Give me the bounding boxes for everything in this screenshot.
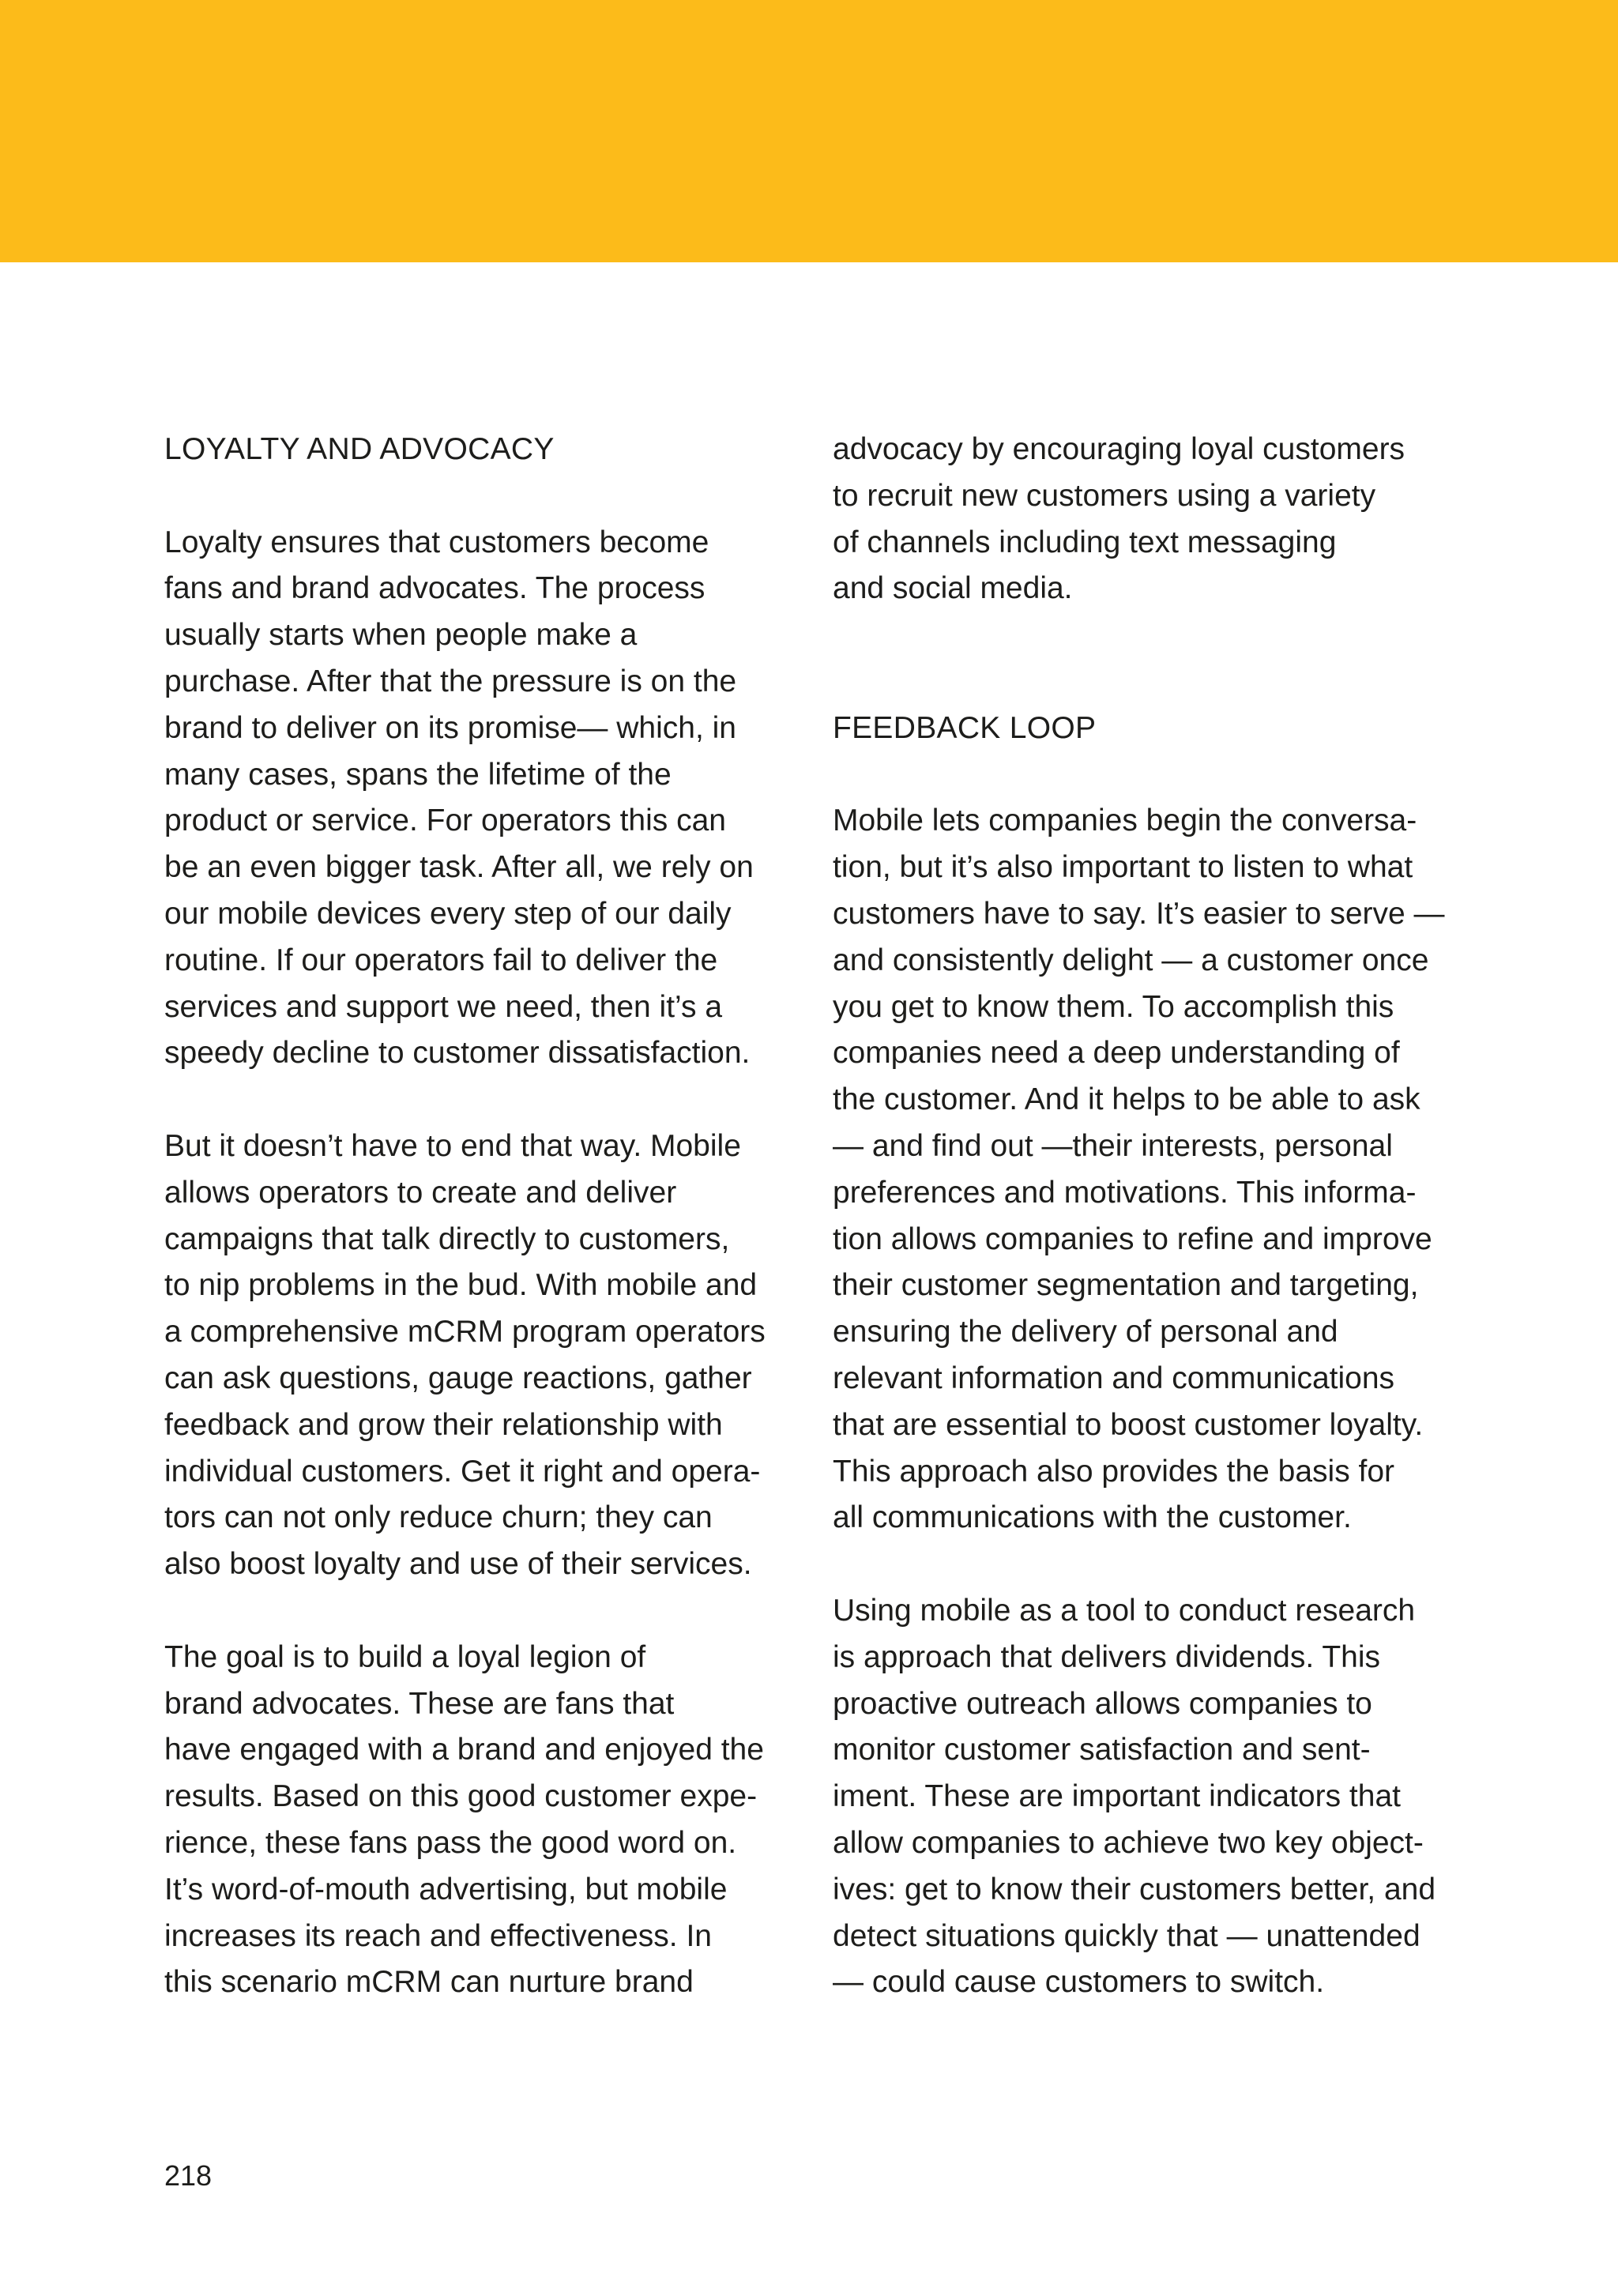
text-line: feedback and grow their relationship with xyxy=(164,1407,723,1442)
text-line: many cases, spans the lifetime of the xyxy=(164,757,672,792)
text-line: this scenario mCRM can nurture brand xyxy=(164,1965,694,2000)
text-line: It’s word-of-mouth advertising, but mobile xyxy=(164,1872,728,1906)
text-line: brand to deliver on its promise— which, in xyxy=(164,710,736,745)
text-line: results. Based on this good customer expe- xyxy=(164,1779,758,1814)
text-line: allow companies to achieve two key object- xyxy=(833,1825,1424,1860)
spacer xyxy=(833,752,1465,799)
text-line: and social media. xyxy=(833,571,1073,606)
text-line: advocacy by encouraging loyal customers xyxy=(833,432,1405,466)
section-heading-loyalty-and-advocacy: LOYALTY AND ADVOCACY xyxy=(164,432,555,466)
text-line: relevant information and communications xyxy=(833,1361,1395,1395)
text-line: tion, but it’s also important to listen to what xyxy=(833,850,1413,885)
text-line: monitor customer satisfaction and sent- xyxy=(833,1733,1371,1767)
spacer xyxy=(833,1541,1465,1588)
text-line: also boost loyalty and use of their services. xyxy=(164,1547,752,1582)
text-line: ensuring the delivery of personal and xyxy=(833,1315,1338,1349)
text-line: allows operators to create and deliver xyxy=(164,1175,677,1210)
text-line: services and support we need, then it’s a xyxy=(164,989,723,1024)
text-line: The goal is to build a loyal legion of xyxy=(164,1639,646,1674)
text-line: all communications with the customer. xyxy=(833,1500,1352,1535)
paragraph-continuation xyxy=(833,427,1465,612)
text-line: the customer. And it helps to be able to ask xyxy=(833,1082,1420,1117)
text-line: their customer segmentation and targeting, xyxy=(833,1268,1419,1303)
text-line: — could cause customers to switch. xyxy=(833,1965,1325,2000)
text-line: companies need a deep understanding of xyxy=(833,1036,1400,1071)
text-line: increases its reach and effectiveness. In xyxy=(164,1918,712,1953)
text-line: But it doesn’t have to end that way. Mobile xyxy=(164,1128,741,1163)
text-line: is approach that delivers dividends. This xyxy=(833,1639,1380,1674)
paragraph xyxy=(833,1588,1465,2006)
text-line: of channels including text messaging xyxy=(833,525,1337,559)
text-line: that are essential to boost customer loyalty. xyxy=(833,1407,1424,1442)
page-number: 218 xyxy=(164,2159,213,2192)
text-line: proactive outreach allows companies to xyxy=(833,1686,1372,1721)
right-column xyxy=(833,427,1465,2006)
text-line: have engaged with a brand and enjoyed the xyxy=(164,1733,764,1767)
left-column xyxy=(164,427,796,2006)
text-line: Mobile lets companies begin the conversa- xyxy=(833,804,1417,838)
text-line: iment. These are important indicators that xyxy=(833,1779,1401,1814)
text-line: detect situations quickly that — unattended xyxy=(833,1918,1420,1953)
paragraph xyxy=(164,520,796,1078)
text-line: and consistently delight — a customer once xyxy=(833,943,1429,977)
spacer xyxy=(833,612,1465,706)
text-line: ives: get to know their customers better, and xyxy=(833,1872,1436,1906)
text-line: preferences and motivations. This informa- xyxy=(833,1175,1417,1210)
spacer xyxy=(164,473,796,520)
text-line: speedy decline to customer dissatisfaction. xyxy=(164,1036,751,1071)
text-line: purchase. After that the pressure is on the xyxy=(164,664,737,698)
section-heading-feedback-loop: FEEDBACK LOOP xyxy=(833,710,1097,745)
text-line: individual customers. Get it right and opera- xyxy=(164,1454,761,1489)
spacer xyxy=(164,1077,796,1124)
text-line: tion allows companies to refine and improve xyxy=(833,1221,1432,1256)
text-line: Using mobile as a tool to conduct research xyxy=(833,1593,1416,1628)
top-color-band xyxy=(0,0,1618,262)
text-line: Loyalty ensures that customers become xyxy=(164,525,709,559)
text-line: campaigns that talk directly to customers, xyxy=(164,1221,730,1256)
text-line: to nip problems in the bud. With mobile and xyxy=(164,1268,758,1303)
text-line: customers have to say. It’s easier to serve — xyxy=(833,896,1445,931)
paragraph xyxy=(164,1124,796,1588)
text-line: a comprehensive mCRM program operators xyxy=(164,1315,766,1349)
text-line: routine. If our operators fail to deliver the xyxy=(164,943,718,977)
text-line: to recruit new customers using a variety xyxy=(833,478,1376,513)
paragraph xyxy=(164,1635,796,2006)
text-line: you get to know them. To accomplish this xyxy=(833,989,1394,1024)
text-line: can ask questions, gauge reactions, gather xyxy=(164,1361,752,1395)
text-line: product or service. For operators this can xyxy=(164,804,726,838)
paragraph xyxy=(833,798,1465,1541)
text-line: rience, these fans pass the good word on. xyxy=(164,1825,737,1860)
text-line: brand advocates. These are fans that xyxy=(164,1686,675,1721)
text-line: fans and brand advocates. The process xyxy=(164,571,706,606)
text-line: be an even bigger task. After all, we rely on xyxy=(164,850,754,885)
text-line: usually starts when people make a xyxy=(164,618,638,653)
text-line: This approach also provides the basis for xyxy=(833,1454,1395,1489)
spacer xyxy=(164,1588,796,1635)
text-line: our mobile devices every step of our daily xyxy=(164,896,732,931)
text-line: tors can not only reduce churn; they can xyxy=(164,1500,713,1535)
text-line: — and find out —their interests, personal xyxy=(833,1128,1393,1163)
